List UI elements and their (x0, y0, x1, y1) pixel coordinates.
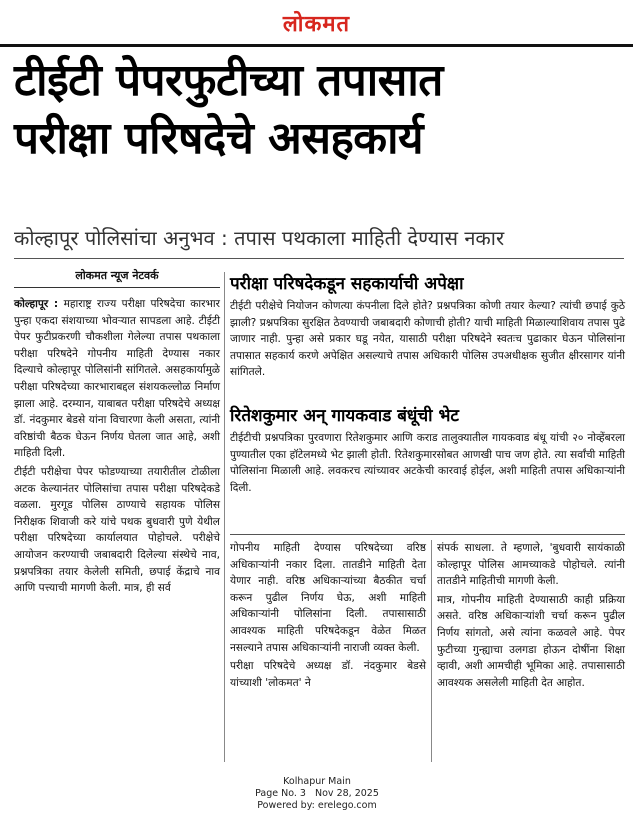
column-divider-right (431, 540, 432, 762)
byline: लोकमत न्यूज नेटवर्क (14, 268, 220, 288)
left-column (14, 296, 220, 599)
footer-date: Nov 28, 2025 (315, 788, 379, 799)
headline-line-1: टीईटी पेपरफुटीच्या तपासात (14, 55, 443, 106)
right-column (437, 540, 625, 693)
footer-page-date (200, 788, 434, 800)
section-1-heading: परीक्षा परिषदेकडून सहकार्याची अपेक्षा (230, 274, 464, 294)
footer-page: Page No. 3 (255, 788, 306, 799)
left-paragraph-2: टीईटी परीक्षेचा पेपर फोडण्याच्या तयारीतील टोळीला अटक केल्यानंतर पोलिसांचा तपास परीक्षा परिषदेकडे वळला. मुरगूड पोलिस ठाण्याचे सहायक पोलिस निरीक्षक शिवाजी करे यांचे पथक बुधवारी पुणे येथील परीक्षा परिषदेच्या कार्यालयात पोहोचले. परीक्षेचे आयोजन करण्याची जबाबदारी दिलेल्या संस्थेचे नाव, प्रश्नपत्रिका तयार केलेली समिती, छपाई केंद्राचे नाव आणि पत्त्याची मागणी केली. मात्र, ही सर्व (14, 465, 220, 595)
masthead-divider (0, 44, 633, 47)
left-paragraph-1-text: महाराष्ट्र राज्य परीक्षा परिषदेचा कारभार पुन्हा एकदा संशयाच्या भोवऱ्यात सापडला आहे. टीईटी पेपर फुटीप्रकरणी चौकशीला गेलेल्या तपास पथकाला परीक्षा परिषदेने गोपनीय माहिती देण्यास नकार दिल्याचे कोल्हापूर पोलिसांनी सांगितले. असहकार्यामुळे परीक्षा परिषदेच्या कारभाराबद्दल संशयकल्लोळ निर्माण झाला आहे. दरम्यान, याबाबत परीक्षा परिषदेचे अध्यक्ष डॉ. नंदकुमार बेडसे यांना विचारणा केली असता, त्यांनी वरिष्ठांची बैठक घेऊन निर्णय घेतला जात आहे, अशी माहिती दिली. (14, 298, 221, 460)
section-2-heading: रितेशकुमार अन् गायकवाड बंधूंची भेट (230, 406, 459, 426)
column-divider-left (224, 272, 225, 762)
footer-powered-by: Powered by: erelego.com (257, 800, 377, 811)
headline (14, 52, 624, 168)
dateline: कोल्हापूर : (14, 298, 59, 310)
middle-paragraph-1: गोपनीय माहिती देण्यास परिषदेच्या वरिष्ठ अधिकाऱ्यांनी नकार दिला. तातडीने माहिती देता येणार नाही. वरिष्ठ अधिकाऱ्यांच्या बैठकीत चर्चा करून पुढील निर्णय घेऊ, अशी माहिती अधिकाऱ्यांनी पोलिसांना दिली. तपासासाठी आवश्यक माहिती परिषदेकडून वेळेत मिळत नसल्याने तपास अधिकाऱ्यांनी नाराजी व्यक्त केली. (230, 542, 426, 654)
left-paragraph-1 (14, 296, 220, 462)
footer-edition: Kolhapur Main (283, 776, 351, 787)
right-paragraph-2: मात्र, गोपनीय माहिती देण्यासाठी काही प्रक्रिया असते. वरिष्ठ अधिकाऱ्यांशी चर्चा करून पुढील निर्णय सांगतो, असे त्यांना कळवले आहे. पेपर फुटीच्या गुन्ह्याचा उलगडा होऊन दोषींना शिक्षा व्हावी, अशी आमचीही भूमिका आहे. तपासासाठी आवश्यक असलेली माहिती देत आहोत. (437, 593, 625, 689)
middle-column (230, 540, 426, 693)
right-paragraph-1: संपर्क साधला. ते म्हणाले, 'बुधवारी सायंकाळी कोल्हापूर पोलिस आमच्याकडे पोहोचले. त्यांनी तातडीने माहितीची मागणी केली. (437, 542, 625, 588)
page-footer (200, 776, 434, 812)
headline-line-2: परीक्षा परिषदेचे असहकार्य (14, 113, 424, 164)
section-2-body: टीईटीची प्रश्नपत्रिका पुरवणारा रितेशकुमार आणि कराड तालुक्यातील गायकवाड बंधू यांची २० नोव्हेंबरला पुण्यातील एका हॉटेलमध्ये भेट झाली होती. रितेशकुमारसोबत आणखी पाच जण होते. त्या सर्वांची माहिती पोलिसांना मिळाली आहे. लवकरच त्यांच्यावर अटकेची कारवाई होईल, अशी माहिती तपास अधिकाऱ्यांनी दिली. (230, 432, 625, 494)
subheadline-divider (14, 258, 624, 259)
subheadline: कोल्हापूर पोलिसांचा अनुभव : तपास पथकाला माहिती देण्यास नकार (14, 226, 505, 250)
middle-paragraph-2: परीक्षा परिषदेचे अध्यक्ष डॉ. नंदकुमार बेडसे यांच्याशी 'लोकमत' ने (230, 660, 426, 689)
section-divider (230, 534, 625, 535)
section-1-body: टीईटी परीक्षेचे नियोजन कोणत्या कंपनीला दिले होते? प्रश्नपत्रिका कोणी तयार केल्या? त्यांची छपाई कुठे झाली? प्रश्नपत्रिका सुरक्षित ठेवण्याची जबाबदारी कोणाची होती? याची माहिती मिळाल्याशिवाय तपास पुढे जाणार नाही. पुन्हा असे प्रकार घडू नयेत, यासाठी परीक्षा परिषदेने स्वतःच पुढाकार घेऊन पोलिसांना तपासात सहकार्य करणे अपेक्षित असल्याचे तपास अधिकारी पोलिस उपअधीक्षक सुजीत क्षीरसागर यांनी सांगितले. (230, 300, 625, 379)
masthead-logo: लोकमत (282, 11, 351, 37)
